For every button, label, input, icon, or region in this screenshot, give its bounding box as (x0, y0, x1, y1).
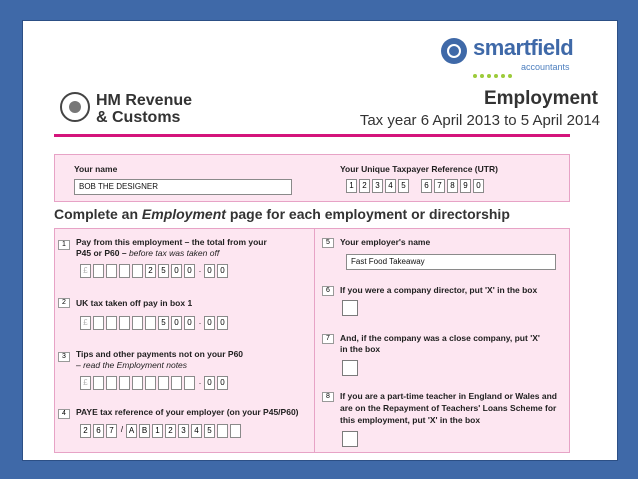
digit-cell (184, 376, 195, 390)
box-2-number: 2 (58, 298, 70, 308)
utr-digit: 6 (421, 179, 432, 193)
digit-cell: 5 (158, 316, 169, 330)
your-name-label: Your name (74, 164, 118, 174)
utr-digit: 1 (346, 179, 357, 193)
box-3-number: 3 (58, 352, 70, 362)
box-4-number: 4 (58, 409, 70, 419)
employer-name-field[interactable]: Fast Food Takeaway (346, 254, 556, 270)
digit-cell: £ (80, 376, 91, 390)
brand-logo (441, 35, 581, 79)
digit-cell (119, 376, 130, 390)
digit-cell: 6 (93, 424, 104, 438)
box-1-label2: P45 or P60 – before tax was taken off (76, 248, 220, 258)
brand-tagline: accountants (521, 62, 570, 72)
employment-form (54, 148, 570, 453)
utr-digit: 9 (460, 179, 471, 193)
digit-cell: 5 (158, 264, 169, 278)
digit-cell (132, 316, 143, 330)
box-3-label: Tips and other payments not on your P60 (76, 349, 244, 359)
utr-digit: 0 (473, 179, 484, 193)
box-8-label3: this employment, put 'X' in the box (340, 415, 481, 425)
digit-cell (230, 424, 241, 438)
digit-cell: 0 (217, 316, 228, 330)
utr-digit: 2 (359, 179, 370, 193)
utr-digit: 4 (385, 179, 396, 193)
digit-cell: 2 (145, 264, 156, 278)
header-divider (54, 134, 570, 137)
box-1-label: Pay from this employment – the total from your (76, 237, 267, 247)
smartfield-logo-icon (441, 38, 467, 64)
digit-cell: 7 (106, 424, 117, 438)
box-8-label: If you are a part-time teacher in England or Wales and (340, 391, 557, 401)
box-6-label: If you were a company director, put 'X' in the box (340, 285, 538, 295)
complete-heading: Complete an Employment page for each employment or directorship (54, 206, 510, 222)
crown-crest-icon (60, 92, 90, 122)
box-7-label2: in the box (340, 344, 381, 354)
digit-cell (171, 376, 182, 390)
digit-cell (106, 376, 117, 390)
box-5-label: Your employer's name (340, 237, 431, 247)
digit-cell: 2 (165, 424, 176, 438)
digit-cell (217, 424, 228, 438)
digit-cell (93, 376, 104, 390)
box-7-number: 7 (322, 334, 334, 344)
box-1-number: 1 (58, 240, 70, 250)
digit-cell: 0 (171, 264, 182, 278)
digit-cell: 0 (204, 316, 215, 330)
digit-cell: 0 (204, 376, 215, 390)
box-7-checkbox[interactable] (342, 360, 358, 376)
digit-cell (132, 376, 143, 390)
digit-cell: A (126, 424, 137, 438)
digit-cell (119, 264, 130, 278)
utr-digit: 3 (372, 179, 383, 193)
digit-cell (106, 316, 117, 330)
page-title: Employment (483, 88, 598, 109)
hmrc-logo (60, 92, 260, 132)
digit-cell: 2 (80, 424, 91, 438)
box-6-number: 6 (322, 286, 334, 296)
digit-cell (106, 264, 117, 278)
utr-digit: 5 (398, 179, 409, 193)
digit-cell (93, 316, 104, 330)
brand-dots (473, 65, 519, 71)
digit-cell: 5 (204, 424, 215, 438)
digit-cell: 4 (191, 424, 202, 438)
digit-cell: 1 (152, 424, 163, 438)
digit-cell: 3 (178, 424, 189, 438)
digit-cell (93, 264, 104, 278)
box-4-label: PAYE tax reference of your employer (on your P45/P60) (76, 407, 299, 417)
digit-cell: 0 (171, 316, 182, 330)
column-divider (314, 228, 315, 453)
digit-cell: . (198, 265, 202, 274)
box-3-label2: – read the Employment notes (76, 360, 188, 370)
box-7-label: And, if the company was a close company, put 'X' (340, 333, 540, 343)
utr-digit: 7 (434, 179, 445, 193)
digit-cell: 0 (217, 376, 228, 390)
utr-label: Your Unique Taxpayer Reference (UTR) (340, 164, 498, 174)
utr-digit: 8 (447, 179, 458, 193)
digit-cell (145, 316, 156, 330)
digit-cell: £ (80, 316, 91, 330)
digit-cell (132, 264, 143, 278)
tax-year: Tax year 6 April 2013 to 5 April 2014 (359, 112, 600, 129)
brand-name: smartfield (473, 35, 574, 60)
your-name-field[interactable]: BOB THE DESIGNER (74, 179, 292, 195)
digit-cell: . (198, 317, 202, 326)
digit-cell (119, 316, 130, 330)
digit-cell: / (120, 425, 124, 434)
box-5-number: 5 (322, 238, 334, 248)
digit-cell (145, 376, 156, 390)
digit-cell (158, 376, 169, 390)
box-8-number: 8 (322, 392, 334, 402)
digit-cell: £ (80, 264, 91, 278)
box-2-label: UK tax taken off pay in box 1 (76, 298, 193, 308)
org-line1: HM Revenue (96, 92, 193, 109)
digit-cell: 0 (184, 316, 195, 330)
box-8-label2: are on the Repayment of Teachers' Loans Scheme for (340, 403, 557, 413)
digit-cell: 0 (217, 264, 228, 278)
digit-cell: 0 (184, 264, 195, 278)
box-6-checkbox[interactable] (342, 300, 358, 316)
box-8-checkbox[interactable] (342, 431, 358, 447)
digit-cell: B (139, 424, 150, 438)
org-line2: & Customs (96, 109, 181, 126)
digit-cell: . (198, 377, 202, 386)
digit-cell: 0 (204, 264, 215, 278)
